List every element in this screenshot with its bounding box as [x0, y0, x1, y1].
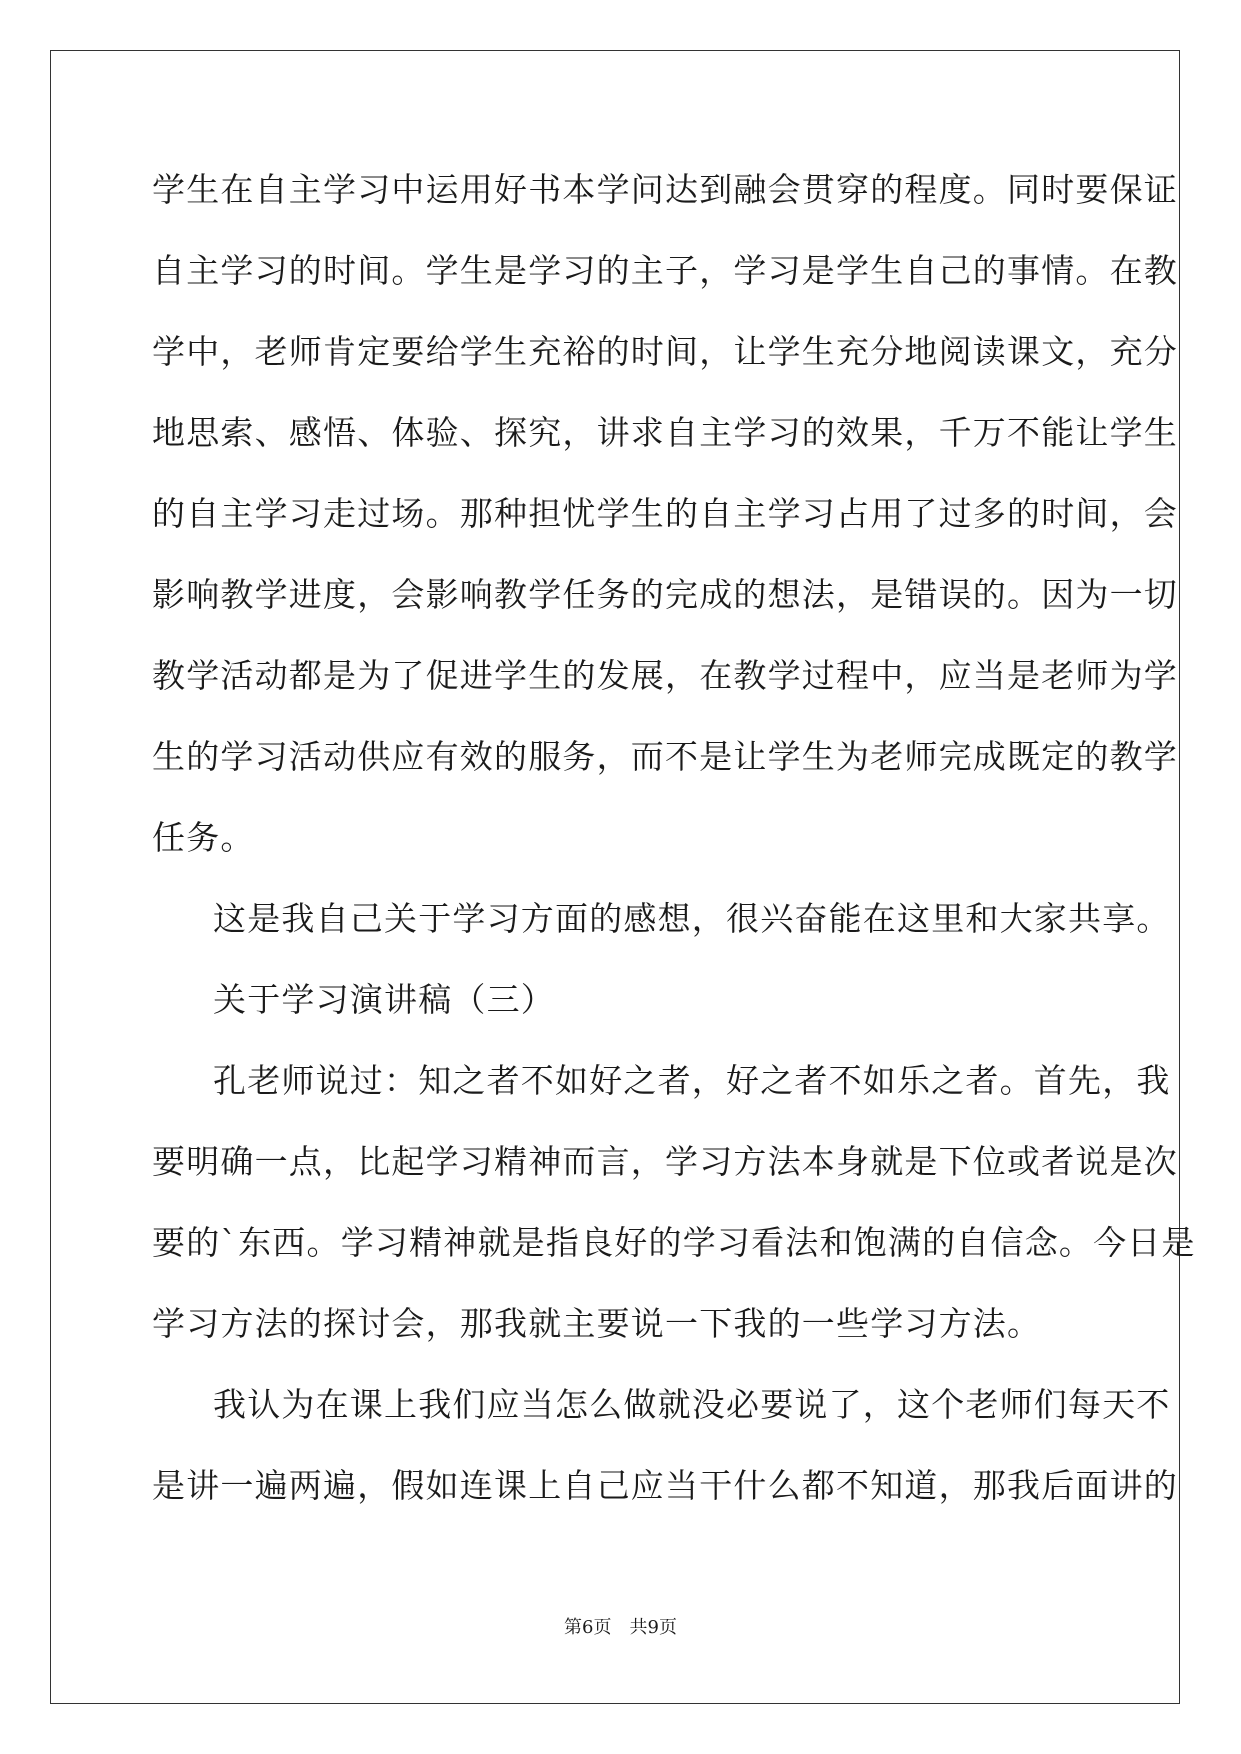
text-line: 学生在自主学习中运用好书本学问达到融会贯穿的程度。同时要保证: [152, 170, 1178, 209]
text-line: 教学活动都是为了促进学生的发展，在教学过程中，应当是老师为学: [152, 656, 1178, 695]
text-line: 这是我自己关于学习方面的感想，很兴奋能在这里和大家共享。: [213, 899, 1171, 938]
text-line: 学中，老师肯定要给学生充裕的时间，让学生充分地阅读课文，充分: [152, 332, 1178, 371]
text-line: 影响教学进度，会影响教学任务的完成的想法，是错误的。因为一切: [152, 575, 1178, 614]
text-line: 我认为在课上我们应当怎么做就没必要说了，这个老师们每天不: [213, 1385, 1171, 1424]
text-line: 是讲一遍两遍，假如连课上自己应当干什么都不知道，那我后面讲的: [152, 1466, 1178, 1505]
text-line: 的自主学习走过场。那种担忧学生的自主学习占用了过多的时间，会: [152, 494, 1178, 533]
text-line: 生的学习活动供应有效的服务，而不是让学生为老师完成既定的教学: [152, 737, 1178, 776]
text-line: 学习方法的探讨会，那我就主要说一下我的一些学习方法。: [152, 1304, 1042, 1343]
text-line: 地思索、感悟、体验、探究，讲求自主学习的效果，千万不能让学生: [152, 413, 1178, 452]
text-line: 孔老师说过：知之者不如好之者，好之者不如乐之者。首先，我: [213, 1061, 1171, 1100]
page-number: 第6页 共9页: [564, 1617, 677, 1638]
text-line: 要的`东西。学习精神就是指良好的学习看法和饱满的自信念。今日是: [152, 1223, 1196, 1262]
text-line: 自主学习的时间。学生是学习的主子，学习是学生自己的事情。在教: [152, 251, 1178, 290]
section-heading: 关于学习演讲稿（三）: [213, 980, 555, 1019]
text-line: 任务。: [152, 818, 255, 857]
text-line: 要明确一点，比起学习精神而言，学习方法本身就是下位或者说是次: [152, 1142, 1178, 1181]
page-border: [50, 50, 1180, 1704]
